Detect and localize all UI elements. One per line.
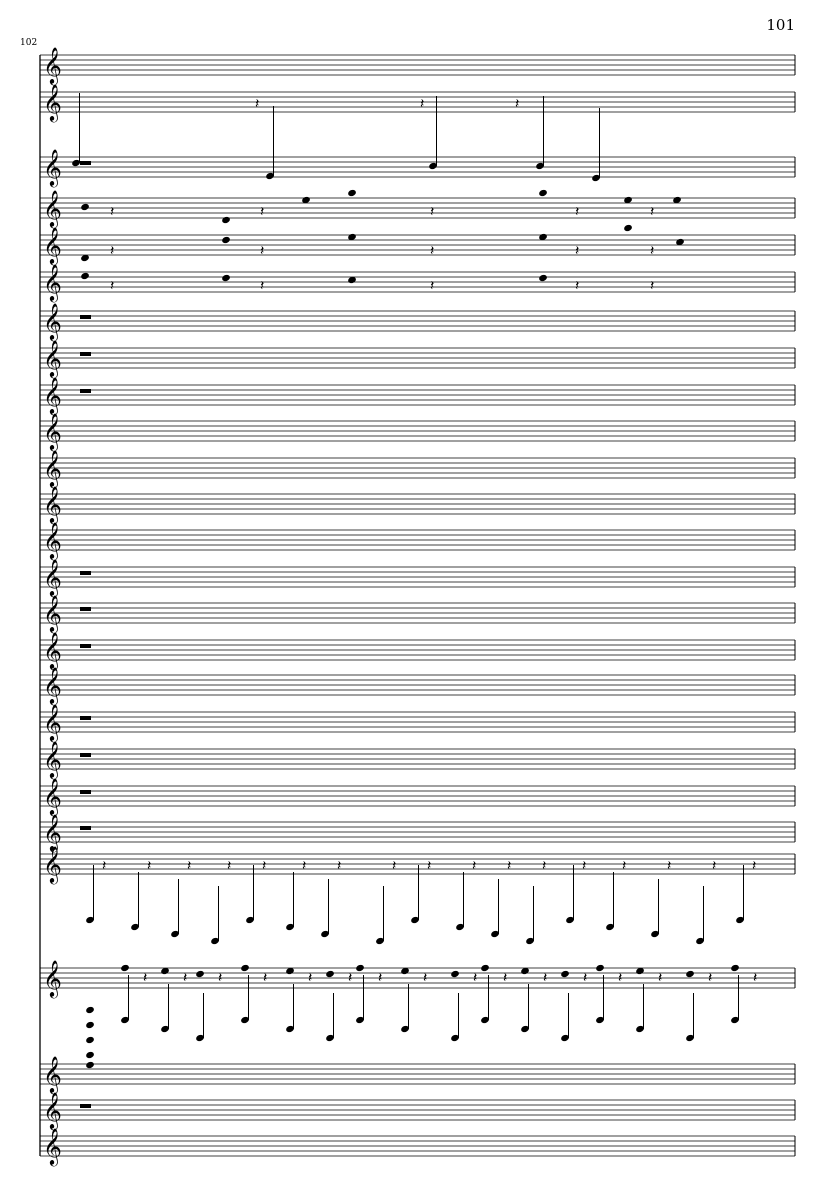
quarter-rest-icon: 𝄽: [263, 970, 268, 986]
quarter-rest-icon: 𝄽: [752, 858, 757, 874]
whole-rest: [80, 571, 91, 575]
page-number: 101: [766, 16, 795, 34]
treble-clef-icon: 𝄞: [43, 845, 62, 883]
note: [595, 964, 605, 972]
note: [325, 970, 335, 978]
quarter-rest-icon: 𝄽: [262, 858, 267, 874]
treble-clef-icon: 𝄞: [43, 959, 62, 997]
note: [240, 964, 250, 972]
whole-rest: [80, 352, 91, 356]
quarter-rest-icon: 𝄽: [622, 858, 627, 874]
quarter-rest-icon: 𝄽: [503, 970, 508, 986]
treble-clef-icon: 𝄞: [43, 339, 62, 377]
chord-note: [538, 274, 548, 282]
chord-note: [85, 1021, 95, 1029]
treble-clef-icon: 𝄞: [43, 46, 62, 84]
quarter-rest-icon: 𝄽: [430, 204, 435, 220]
quarter-rest-icon: 𝄽: [650, 243, 655, 259]
quarter-rest-icon: 𝄽: [543, 970, 548, 986]
quarter-rest-icon: 𝄽: [187, 858, 192, 874]
treble-clef-icon: 𝄞: [43, 813, 62, 851]
quarter-rest-icon: 𝄽: [515, 96, 520, 112]
note: [120, 964, 130, 972]
treble-clef-icon: 𝄞: [43, 83, 62, 121]
quarter-rest-icon: 𝄽: [260, 278, 265, 294]
chord-note: [85, 1006, 95, 1014]
quarter-rest-icon: 𝄽: [712, 858, 717, 874]
chord-note: [85, 1036, 95, 1044]
whole-rest: [80, 826, 91, 830]
quarter-rest-icon: 𝄽: [507, 858, 512, 874]
quarter-rest-icon: 𝄽: [753, 970, 758, 986]
note: [480, 964, 490, 972]
quarter-rest-icon: 𝄽: [708, 970, 713, 986]
quarter-rest-icon: 𝄽: [473, 970, 478, 986]
note: [355, 964, 365, 972]
treble-clef-icon: 𝄞: [43, 777, 62, 815]
quarter-rest-icon: 𝄽: [260, 243, 265, 259]
treble-clef-icon: 𝄞: [43, 1091, 62, 1129]
quarter-rest-icon: 𝄽: [378, 970, 383, 986]
treble-clef-icon: 𝄞: [43, 226, 62, 264]
quarter-rest-icon: 𝄽: [575, 243, 580, 259]
quarter-rest-icon: 𝄽: [667, 858, 672, 874]
quarter-rest-icon: 𝄽: [427, 858, 432, 874]
quarter-rest-icon: 𝄽: [337, 858, 342, 874]
quarter-rest-icon: 𝄽: [575, 204, 580, 220]
treble-clef-icon: 𝄞: [43, 263, 62, 301]
note: [730, 964, 740, 972]
treble-clef-icon: 𝄞: [43, 376, 62, 414]
whole-rest: [80, 716, 91, 720]
treble-clef-icon: 𝄞: [43, 412, 62, 450]
treble-clef-icon: 𝄞: [43, 189, 62, 227]
quarter-rest-icon: 𝄽: [260, 204, 265, 220]
quarter-rest-icon: 𝄽: [583, 970, 588, 986]
quarter-rest-icon: 𝄽: [650, 204, 655, 220]
treble-clef-icon: 𝄞: [43, 521, 62, 559]
quarter-rest-icon: 𝄽: [348, 970, 353, 986]
quarter-rest-icon: 𝄽: [147, 858, 152, 874]
treble-clef-icon: 𝄞: [43, 594, 62, 632]
quarter-rest-icon: 𝄽: [582, 858, 587, 874]
quarter-rest-icon: 𝄽: [110, 204, 115, 220]
note: [685, 970, 695, 978]
quarter-rest-icon: 𝄽: [575, 278, 580, 294]
quarter-rest-icon: 𝄽: [183, 970, 188, 986]
chord-note: [623, 224, 633, 232]
treble-clef-icon: 𝄞: [43, 1055, 62, 1093]
whole-rest: [80, 790, 91, 794]
quarter-rest-icon: 𝄽: [302, 858, 307, 874]
chord-note: [221, 216, 231, 224]
quarter-rest-icon: 𝄽: [143, 970, 148, 986]
whole-rest: [80, 644, 91, 648]
chord-note: [85, 1051, 95, 1059]
quarter-rest-icon: 𝄽: [472, 858, 477, 874]
treble-clef-icon: 𝄞: [43, 449, 62, 487]
whole-rest: [80, 161, 91, 165]
quarter-rest-icon: 𝄽: [420, 96, 425, 112]
treble-clef-icon: 𝄞: [43, 302, 62, 340]
quarter-rest-icon: 𝄽: [255, 96, 260, 112]
quarter-rest-icon: 𝄽: [110, 243, 115, 259]
note: [195, 970, 205, 978]
quarter-rest-icon: 𝄽: [110, 278, 115, 294]
whole-rest: [80, 389, 91, 393]
quarter-rest-icon: 𝄽: [618, 970, 623, 986]
quarter-rest-icon: 𝄽: [423, 970, 428, 986]
chord-note: [85, 1061, 95, 1069]
treble-clef-icon: 𝄞: [43, 631, 62, 669]
chord-note: [221, 274, 231, 282]
quarter-rest-icon: 𝄽: [650, 278, 655, 294]
whole-rest: [80, 607, 91, 611]
treble-clef-icon: 𝄞: [43, 666, 62, 704]
treble-clef-icon: 𝄞: [43, 485, 62, 523]
whole-rest: [80, 1104, 91, 1108]
treble-clef-icon: 𝄞: [43, 703, 62, 741]
chord-note: [80, 272, 90, 280]
chord-note: [80, 203, 90, 211]
quarter-rest-icon: 𝄽: [430, 278, 435, 294]
note: [560, 970, 570, 978]
quarter-rest-icon: 𝄽: [542, 858, 547, 874]
quarter-rest-icon: 𝄽: [392, 858, 397, 874]
quarter-rest-icon: 𝄽: [102, 858, 107, 874]
quarter-rest-icon: 𝄽: [658, 970, 663, 986]
quarter-rest-icon: 𝄽: [218, 970, 223, 986]
chord-note: [538, 189, 548, 197]
whole-rest: [80, 753, 91, 757]
treble-clef-icon: 𝄞: [43, 740, 62, 778]
measure-number: 102: [20, 38, 38, 48]
quarter-rest-icon: 𝄽: [227, 858, 232, 874]
note: [450, 970, 460, 978]
treble-clef-icon: 𝄞: [43, 1127, 62, 1165]
treble-clef-icon: 𝄞: [43, 558, 62, 596]
whole-rest: [80, 315, 91, 319]
chord-note: [221, 236, 231, 244]
quarter-rest-icon: 𝄽: [308, 970, 313, 986]
treble-clef-icon: 𝄞: [43, 148, 62, 186]
quarter-rest-icon: 𝄽: [430, 243, 435, 259]
chord-note: [347, 189, 357, 197]
